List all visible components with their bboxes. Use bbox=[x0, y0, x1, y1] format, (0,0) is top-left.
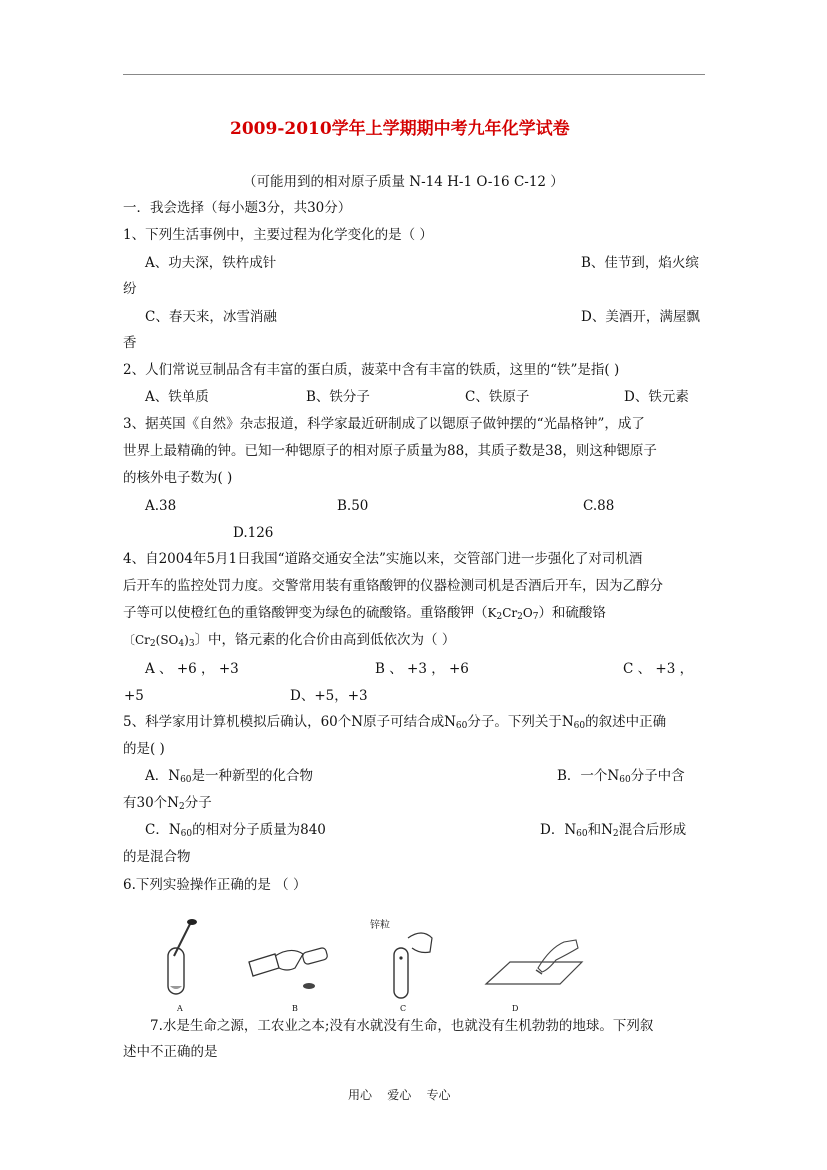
question-5-line-1: 5、科学家用计算机模拟后确认，60个N原子可结合成$N_{60}$分子。下列关于$N_{60}$的叙述中正确 bbox=[123, 714, 667, 731]
question-6-stem: 6.下列实验操作正确的是 （ ） bbox=[123, 877, 307, 893]
question-3-line-3: 的核外电子数为( ) bbox=[123, 470, 233, 486]
question-7-line-1: 7.水是生命之源，工农业之本;没有水就没有生命，也就没有生机勃勃的地球。下列叙 bbox=[150, 1018, 654, 1034]
q4-option-b: B 、 +3 ， +6 bbox=[375, 661, 469, 677]
q3-option-c: C.88 bbox=[583, 498, 615, 514]
question-5-line-2: 的是( ) bbox=[123, 741, 165, 757]
question-4-line-3: 子等可以使橙红色的重铬酸钾变为绿色的硫酸铬。重铬酸钾$(K_2Cr_2O_7)$和硫酸铬 bbox=[123, 605, 606, 622]
formula-potassium-dichromate: $K_2Cr_2O_7$ bbox=[487, 606, 539, 622]
question-2-stem: 2、人们常说豆制品含有丰富的蛋白质，菠菜中含有丰富的铁质，这里的“铁”是指( ) bbox=[123, 362, 620, 378]
q5-option-d: D．$N_{60}$和$N_2$混合后形成 bbox=[540, 822, 687, 839]
atomic-masses-note: （可能用到的相对原子质量 N-14 H-1 O-16 C-12 ） bbox=[243, 174, 564, 190]
q4-option-d: D、+5，+3 bbox=[290, 688, 368, 704]
exam-title: 2009-2010学年上学期期中考九年化学试卷 bbox=[230, 119, 570, 139]
figure-label-a: A bbox=[177, 1004, 183, 1013]
q1-option-d: D、美酒开，满屋飘 bbox=[581, 309, 700, 325]
q1-option-b: B、佳节到，焰火缤 bbox=[581, 255, 699, 271]
figure-c-zinc-label: 锌粒 bbox=[370, 920, 390, 931]
section-heading: 一．我会选择（每小题3分，共30分） bbox=[123, 200, 352, 216]
q6-figure bbox=[160, 918, 580, 1018]
q5-option-d-wrap: 的是混合物 bbox=[123, 849, 191, 865]
q2-option-d: D、铁元素 bbox=[624, 389, 689, 405]
q3-option-d: D.126 bbox=[233, 525, 274, 541]
question-1-stem: 1、下列生活事例中，主要过程为化学变化的是（ ） bbox=[123, 227, 433, 243]
question-4-line-4: 〔$Cr_2(SO_4)_3$〕中，铬元素的化合价由高到低依次为（ ） bbox=[123, 632, 456, 649]
q1-option-b-wrap: 纷 bbox=[123, 281, 137, 297]
question-4-line-1: 4、自2004年5月1日我国“道路交通安全法”实施以来，交管部门进一步强化了对司机酒 bbox=[123, 551, 643, 567]
q5-option-a: A．$N_{60}$是一种新型的化合物 bbox=[145, 768, 314, 785]
q1-option-a: A、功夫深，铁杵成针 bbox=[145, 255, 277, 271]
q5-option-b: B．一个$N_{60}$分子中含 bbox=[557, 768, 685, 785]
q3-option-a: A.38 bbox=[145, 498, 177, 514]
q2-option-c: C、铁原子 bbox=[465, 389, 530, 405]
q1-option-c: C、春天来，冰雪消融 bbox=[145, 309, 277, 325]
q4-option-a: A 、 +6 ， +3 bbox=[145, 661, 239, 677]
figure-a-dropper-tube bbox=[160, 918, 220, 1008]
question-3-line-1: 3、据英国《自然》杂志报道，科学家最近研制成了以锶原子做钟摆的“光晶格钟”，成了 bbox=[123, 416, 645, 432]
figure-label-b: B bbox=[292, 1004, 298, 1013]
figure-c-zinc-tube bbox=[360, 918, 440, 1008]
q4-option-c: C 、 +3 ， bbox=[623, 661, 694, 677]
q5-option-c: C．$N_{60}$的相对分子质量为840 bbox=[145, 822, 326, 839]
question-3-line-2: 世界上最精确的钟。已知一种锶原子的相对原子质量为88，其质子数是38，则这种锶原子 bbox=[123, 443, 657, 459]
q2-option-b: B、铁分子 bbox=[306, 389, 370, 405]
page-footer: 用心 爱心 专心 bbox=[348, 1088, 451, 1102]
question-4-line-2: 后开车的监控处罚力度。交警常用装有重铬酸钾的仪器检测司机是否酒后开车，因为乙醇分 bbox=[123, 578, 663, 594]
figure-label-c: C bbox=[400, 1004, 407, 1013]
q1-option-d-wrap: 香 bbox=[123, 335, 137, 351]
q2-option-a: A、铁单质 bbox=[145, 389, 209, 405]
figure-d-paper-hand bbox=[480, 918, 590, 1008]
formula-chromium-sulfate: 〔$Cr_2(SO_4)_3$ bbox=[123, 633, 195, 649]
q4-option-c-wrap: +5 bbox=[124, 688, 144, 704]
q3-option-b: B.50 bbox=[337, 498, 369, 514]
figure-label-d: D bbox=[512, 1004, 519, 1013]
q5-option-b-wrap: 有30个$N_2$分子 bbox=[123, 795, 212, 812]
header-rule bbox=[123, 74, 705, 75]
question-7-line-2: 述中不正确的是 bbox=[123, 1044, 218, 1060]
